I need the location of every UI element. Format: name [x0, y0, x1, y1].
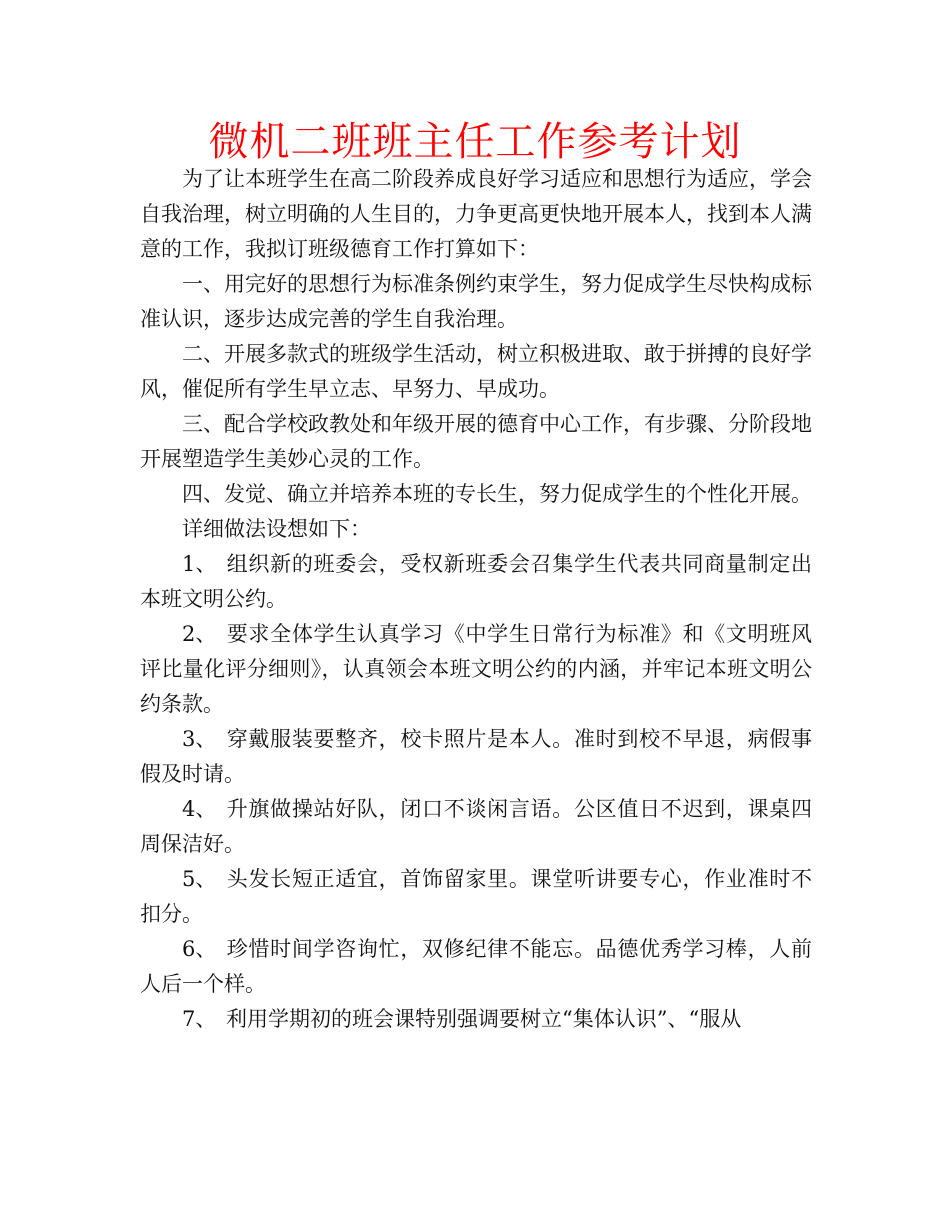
method-number: 2、: [182, 622, 217, 646]
method-item: [140, 722, 812, 792]
document-body: [140, 162, 812, 1037]
method-item: [140, 932, 812, 1002]
goal-paragraph: 一、用完好的思想行为标准条例约束学生，努力促成学生尽快构成标准认识，逐步达成完善的学生自我治理。: [140, 272, 812, 331]
goal-paragraph: 二、开展多款式的班级学生活动，树立积极进取、敢于拼搏的良好学风，催促所有学生早立志、早努力、早成功。: [140, 342, 812, 401]
intro-paragraph: 为了让本班学生在高二阶段养成良好学习适应和思想行为适应，学会自我治理，树立明确的人生目的，力争更高更快地开展本人，找到本人满意的工作，我拟订班级德育工作打算如下：: [140, 167, 812, 261]
method-item: [140, 617, 812, 722]
method-text: 头发长短正适宜，首饰留家里。课堂听讲要专心，作业准时不扣分。: [140, 867, 812, 926]
method-number: 5、: [182, 867, 217, 891]
goal-paragraph: 四、发觉、确立并培养本班的专长生，努力促成学生的个性化开展。: [182, 482, 812, 506]
document-title: 微机二班班主任工作参考计划: [208, 119, 742, 165]
method-item: [140, 547, 812, 617]
method-number: 1、: [182, 552, 217, 576]
method-number: 7、: [182, 1007, 217, 1031]
method-item: [140, 1002, 812, 1037]
method-number: 4、: [182, 797, 217, 821]
methods-heading: 详细做法设想如下：: [182, 517, 371, 541]
method-number: 6、: [182, 937, 217, 961]
method-text: 穿戴服装要整齐，校卡照片是本人。准时到校不早退，病假事假及时请。: [140, 727, 812, 786]
goal-paragraph: 三、配合学校政教处和年级开展的德育中心工作，有步骤、分阶段地开展塑造学生美妙心灵的工作。: [140, 412, 812, 471]
method-text: 要求全体学生认真学习《中学生日常行为标准》和《文明班风评比量化评分细则》，认真领会本班文明公约的内涵，并牢记本班文明公约条款。: [140, 622, 812, 716]
method-item: [140, 862, 812, 932]
method-number: 3、: [182, 727, 217, 751]
method-text: 利用学期初的班会课特别强调要树立“集体认识”、“服从: [226, 1007, 742, 1031]
method-text: 组织新的班委会，受权新班委会召集学生代表共同商量制定出本班文明公约。: [140, 552, 812, 611]
method-item: [140, 792, 812, 862]
method-text: 珍惜时间学咨询忙，双修纪律不能忘。品德优秀学习棒，人前人后一个样。: [140, 937, 812, 996]
method-text: 升旗做操站好队，闭口不谈闲言语。公区值日不迟到，课桌四周保洁好。: [140, 797, 812, 856]
